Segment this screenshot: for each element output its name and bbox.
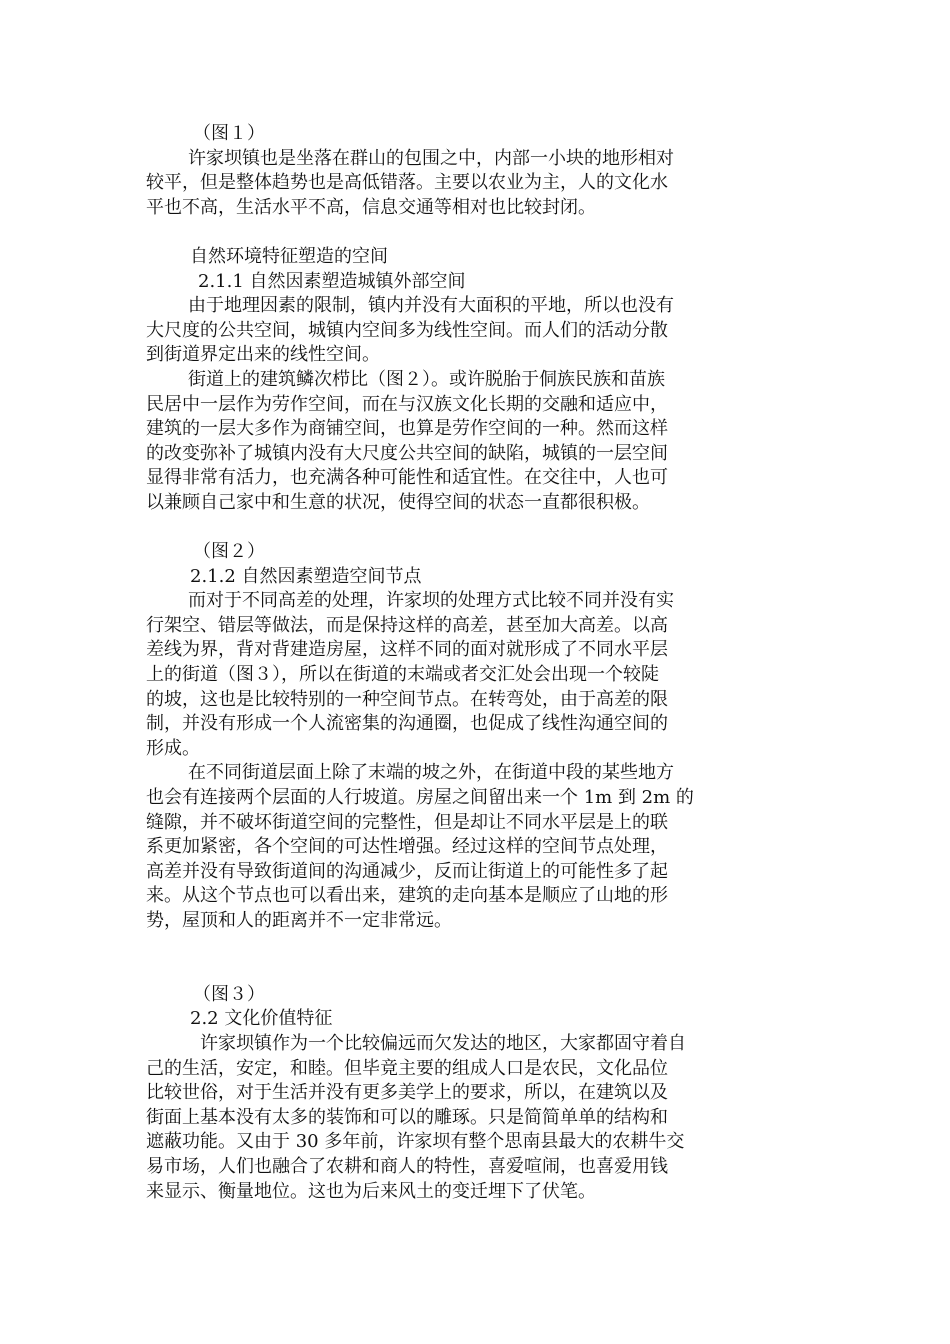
paragraph-line: 民居中一层作为劳作空间，而在与汉族文化长期的交融和适应中， [146,393,668,415]
paragraph-line: 以兼顾自己家中和生意的状况，使得空间的状态一直都很积极。 [146,491,650,513]
paragraph-geography [146,294,806,368]
section-heading-2-1: 自然环境特征塑造的空间 [190,245,388,267]
paragraph-line: 制，并没有形成一个人流密集的沟通圈，也促成了线性沟通空间的 [146,713,668,735]
paragraph-culture [146,1032,806,1204]
paragraph-line: 也会有连接两个层面的人行坡道。房屋之间留出来一个 1m 到 2m 的 [146,787,694,809]
paragraph-line: 由于地理因素的限制，镇内并没有大面积的平地，所以也没有 [188,295,674,317]
section-heading-2-1-2: 2.1.2 自然因素塑造空间节点 [190,565,422,587]
figure-2-caption: （图２） [193,541,265,563]
paragraph-line: 在不同街道层面上除了末端的坡之外，在街道中段的某些地方 [188,762,674,784]
paragraph-street-buildings [146,368,806,516]
figure-1-caption: （图１） [193,123,265,144]
paragraph-location [146,147,806,221]
paragraph-line: 平也不高，生活水平不高，信息交通等相对也比较封闭。 [146,196,596,218]
paragraph-line: 的坡，这也是比较特别的一种空间节点。在转弯处，由于高差的限 [146,688,668,710]
paragraph-line: 到街道界定出来的线性空间。 [146,344,380,366]
paragraph-line: 上的街道（图３），所以在街道的末端或者交汇处会出现一个较陡 [146,664,659,686]
paragraph-line: 街面上基本没有太多的装饰和可以的雕琢。只是简简单单的结构和 [146,1106,668,1128]
paragraph-line: 街道上的建筑鳞次栉比（图２）。或许脱胎于侗族民族和苗族 [188,368,665,390]
paragraph-line: 行架空、错层等做法，而是保持这样的高差，甚至加大高差。以高 [146,614,668,636]
section-heading-2-1-1: 2.1.1 自然因素塑造城镇外部空间 [198,270,466,292]
paragraph-line: 而对于不同高差的处理，许家坝的处理方式比较不同并没有实 [188,590,674,612]
paragraph-line: 来显示、衡量地位。这也为后来风土的变迁埋下了伏笔。 [146,1180,596,1202]
paragraph-line: 形成。 [146,737,200,759]
paragraph-line: 遮蔽功能。又由于 30 多年前，许家坝有整个思南县最大的农耕牛交 [146,1131,685,1153]
paragraph-line: 系更加紧密，各个空间的可达性增强。经过这样的空间节点处理， [146,836,668,858]
paragraph-line: 大尺度的公共空间，城镇内空间多为线性空间。而人们的活动分散 [146,319,668,341]
paragraph-line: 显得非常有活力，也充满各种可能性和适宜性。在交往中，人也可 [146,467,668,489]
paragraph-line: 差线为界，背对背建造房屋，这样不同的面对就形成了不同水平层 [146,639,668,661]
paragraph-line: 许家坝镇作为一个比较偏远而欠发达的地区，大家都固守着自 [200,1032,686,1054]
paragraph-line: 比较世俗，对于生活并没有更多美学上的要求，所以，在建筑以及 [146,1082,668,1104]
paragraph-line: 较平，但是整体趋势也是高低错落。主要以农业为主，人的文化水 [146,172,668,194]
paragraph-ramps [146,761,806,933]
paragraph-line: 己的生活，安定，和睦。但毕竟主要的组成人口是农民，文化品位 [146,1057,668,1079]
paragraph-line: 许家坝镇也是坐落在群山的包围之中，内部一小块的地形相对 [188,147,674,169]
paragraph-line: 的改变弥补了城镇内没有大尺度公共空间的缺陷，城镇的一层空间 [146,442,668,464]
paragraph-line: 高差并没有导致街道间的沟通减少，反而让街道上的可能性多了起 [146,860,668,882]
section-heading-2-2: 2.2 文化价值特征 [190,1008,333,1030]
paragraph-line: 来。从这个节点也可以看出来，建筑的走向基本是顺应了山地的形 [146,885,668,907]
figure-3-caption: （图３） [193,983,265,1005]
document-body [146,122,806,1204]
paragraph-line: 势，屋顶和人的距离并不一定非常远。 [146,910,452,931]
paragraph-line: 建筑的一层大多作为商铺空间，也算是劳作空间的一种。然而这样 [146,418,668,440]
paragraph-line: 易市场，人们也融合了农耕和商人的特性，喜爱喧闹，也喜爱用钱 [146,1155,668,1177]
paragraph-height-difference [146,589,806,761]
paragraph-line: 缝隙，并不破坏街道空间的完整性，但是却让不同水平层是上的联 [146,811,668,833]
